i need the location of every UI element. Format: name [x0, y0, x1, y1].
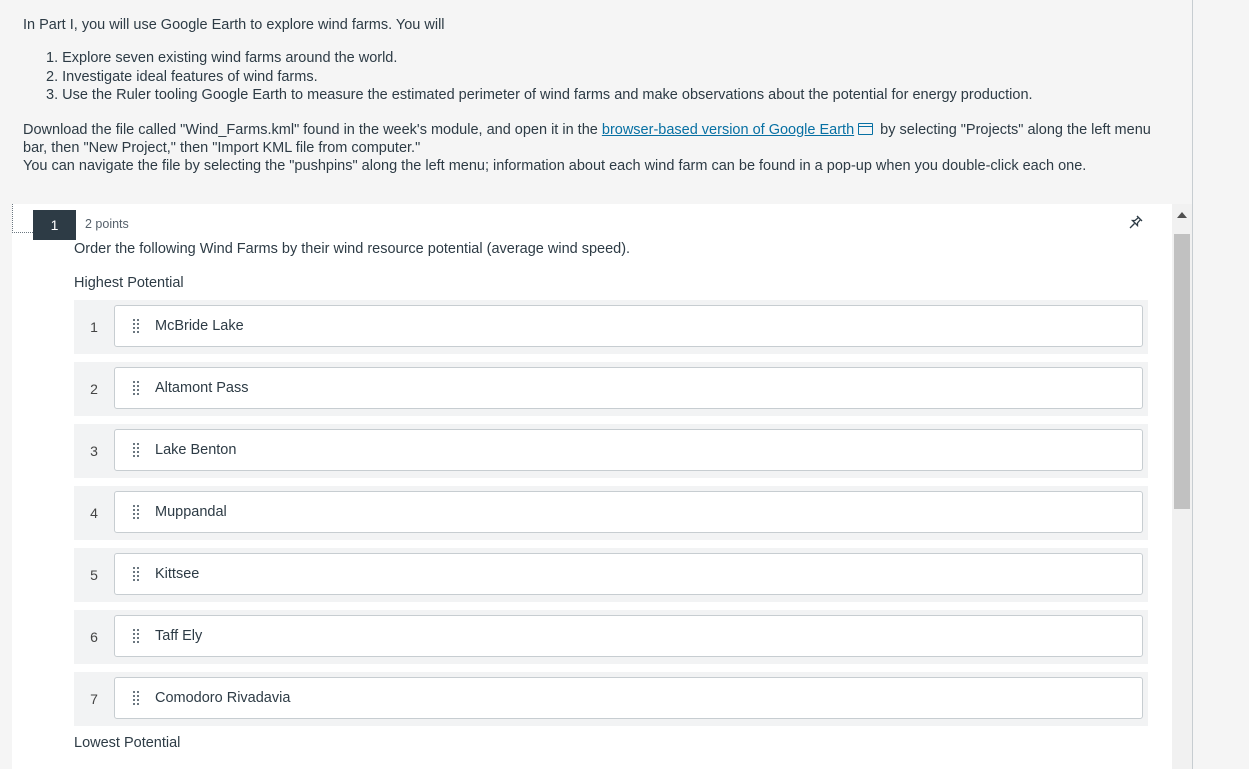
- instructions: [23, 16, 1173, 176]
- ordering-row: [74, 424, 1148, 478]
- step-item: 1. Explore seven existing wind farms around the world.: [46, 50, 398, 66]
- scrollbar-thumb[interactable]: [1174, 234, 1190, 509]
- lowest-potential-label: Lowest Potential: [74, 735, 181, 751]
- drag-handle-icon[interactable]: [133, 443, 140, 459]
- row-number: 2: [90, 381, 98, 397]
- question-marker: [12, 204, 33, 233]
- highest-potential-label: Highest Potential: [74, 275, 184, 291]
- draggable-item[interactable]: [114, 553, 1143, 595]
- draggable-item[interactable]: [114, 677, 1143, 719]
- external-link-icon: [858, 123, 873, 135]
- drag-handle-icon[interactable]: [133, 629, 140, 645]
- draggable-item[interactable]: [114, 491, 1143, 533]
- download-text: Download the file called "Wind_Farms.kml" found in the week's module, and open it in the: [23, 121, 602, 138]
- intro-text: In Part I, you will use Google Earth to explore wind farms. You will: [23, 17, 445, 33]
- steps-list: [46, 49, 1173, 105]
- question-panel: [12, 204, 1172, 769]
- download-instructions: [23, 121, 1173, 157]
- row-number: 6: [90, 629, 98, 645]
- navigate-instructions: You can navigate the file by selecting the "pushpins" along the left menu; information about each wind farm can be found in a pop-up when you double-click each one.: [23, 157, 1087, 174]
- row-number: 3: [90, 443, 98, 459]
- pin-icon[interactable]: [1128, 214, 1144, 230]
- item-label: Altamont Pass: [155, 380, 249, 396]
- scrollbar[interactable]: [1172, 204, 1192, 769]
- ordering-row: [74, 672, 1148, 726]
- draggable-item[interactable]: [114, 305, 1143, 347]
- step-item: 3. Use the Ruler tooling Google Earth to measure the estimated perimeter of wind farms and make observations about the potential for energy production.: [46, 87, 1033, 103]
- ordering-row: [74, 610, 1148, 664]
- question-text: Order the following Wind Farms by their wind resource potential (average wind speed).: [74, 241, 631, 257]
- question-points: 2 points: [85, 217, 129, 231]
- step-item: 2. Investigate ideal features of wind farms.: [46, 68, 318, 85]
- row-number: 7: [90, 691, 98, 707]
- item-label: Comodoro Rivadavia: [155, 690, 291, 706]
- item-label: McBride Lake: [155, 318, 244, 334]
- ordering-row: [74, 486, 1148, 540]
- download-text-end: by selecting "Projects" along the left menu bar, then "New Project," then "Import KML file from computer.": [23, 121, 1151, 156]
- item-label: Kittsee: [155, 566, 200, 582]
- item-label: Muppandal: [155, 504, 227, 520]
- page-divider: [1192, 0, 1193, 769]
- item-label: Lake Benton: [155, 442, 237, 458]
- question-number: 1: [33, 210, 76, 240]
- draggable-item[interactable]: [114, 367, 1143, 409]
- row-number: 4: [90, 505, 98, 521]
- drag-handle-icon[interactable]: [133, 505, 140, 521]
- drag-handle-icon[interactable]: [133, 319, 140, 335]
- ordering-row: [74, 300, 1148, 354]
- google-earth-link[interactable]: browser-based version of Google Earth: [601, 121, 855, 138]
- drag-handle-icon[interactable]: [133, 691, 140, 707]
- draggable-item[interactable]: [114, 615, 1143, 657]
- item-label: Taff Ely: [155, 628, 203, 644]
- draggable-item[interactable]: [114, 429, 1143, 471]
- drag-handle-icon[interactable]: [133, 381, 140, 397]
- drag-handle-icon[interactable]: [133, 567, 140, 583]
- ordering-row: [74, 548, 1148, 602]
- row-number: 5: [90, 567, 98, 583]
- row-number: 1: [90, 319, 98, 335]
- ordering-row: [74, 362, 1148, 416]
- scroll-up-icon[interactable]: [1177, 212, 1187, 218]
